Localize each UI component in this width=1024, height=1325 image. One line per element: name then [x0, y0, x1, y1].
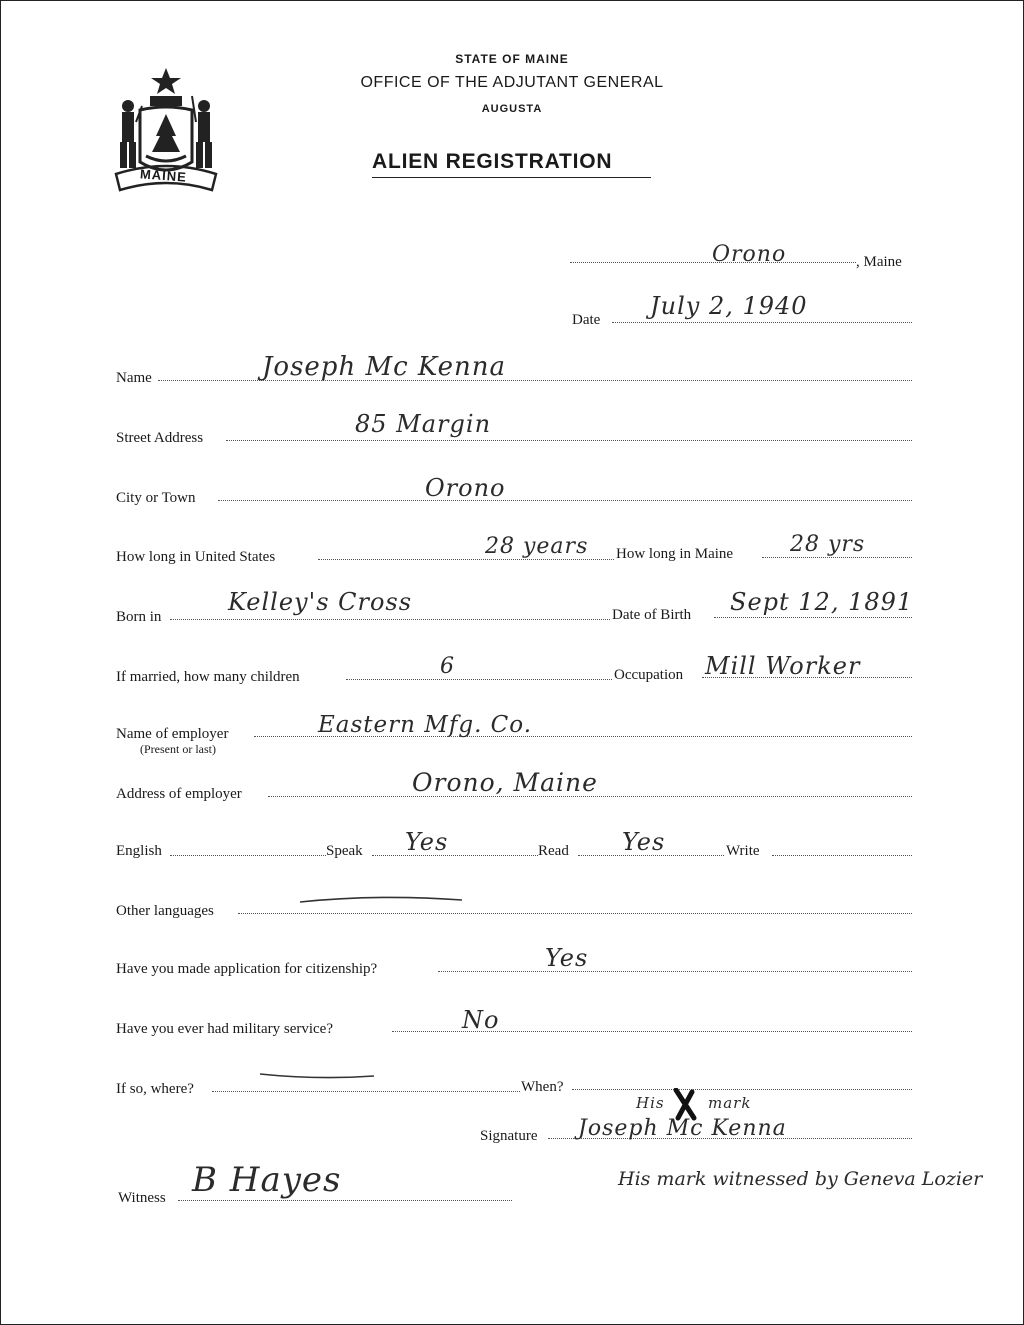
signature-label: Signature [480, 1128, 538, 1144]
born-in-label: Born in [116, 609, 162, 625]
when-line [572, 1089, 912, 1090]
employer-address-label: Address of employer [116, 786, 242, 802]
how-long-maine-label: How long in Maine [616, 546, 734, 562]
citizenship-value[interactable]: Yes [545, 944, 589, 972]
speak-line [372, 855, 538, 856]
children-line [346, 679, 612, 680]
speak-label: Speak [326, 843, 363, 859]
state-heading: STATE OF MAINE [455, 52, 569, 66]
his-text: His [636, 1094, 665, 1112]
town-value[interactable]: Orono [712, 242, 787, 267]
employer-address-value[interactable]: Orono, Maine [412, 768, 598, 797]
other-languages-dash [298, 888, 468, 908]
date-label: Date [572, 312, 601, 328]
signature-value[interactable]: Joseph Mc Kenna [578, 1116, 787, 1141]
born-in-line [170, 619, 610, 620]
where-dash [258, 1066, 378, 1084]
write-line [772, 855, 912, 856]
dob-label: Date of Birth [612, 607, 692, 623]
read-value[interactable]: Yes [622, 828, 666, 856]
seal-banner-text: MAINE [139, 166, 188, 185]
read-label: Read [538, 843, 569, 859]
other-languages-line [238, 913, 912, 914]
occupation-value[interactable]: Mill Worker [705, 652, 861, 680]
citizenship-label: Have you made application for citizenship? [116, 961, 378, 977]
city-heading: AUGUSTA [481, 103, 543, 115]
street-label: Street Address [116, 430, 204, 446]
mark-witnessed-note: His mark witnessed by Geneva Lozier [618, 1168, 983, 1190]
witness-line [178, 1200, 512, 1201]
title-underline [372, 177, 651, 178]
where-line [212, 1091, 520, 1092]
how-long-us-line [318, 559, 614, 560]
english-line [170, 855, 326, 856]
witness-label: Witness [118, 1190, 166, 1206]
street-line [226, 440, 912, 441]
speak-value[interactable]: Yes [405, 828, 449, 856]
street-value[interactable]: 85 Margin [355, 410, 492, 438]
born-in-value[interactable]: Kelley's Cross [228, 588, 413, 616]
form-title: ALIEN REGISTRATION [372, 150, 613, 173]
name-value[interactable]: Joseph Mc Kenna [262, 352, 507, 382]
city-line [218, 500, 912, 501]
other-languages-label: Other languages [116, 903, 214, 919]
mark-text: mark [708, 1094, 752, 1112]
children-value[interactable]: 6 [440, 654, 455, 679]
where-label: If so, where? [116, 1081, 194, 1097]
city-value[interactable]: Orono [425, 474, 506, 502]
town-suffix: , Maine [856, 254, 902, 270]
city-label: City or Town [116, 490, 196, 506]
how-long-us-value[interactable]: 28 years [485, 534, 589, 559]
date-value[interactable]: July 2, 1940 [650, 292, 808, 320]
dob-value[interactable]: Sept 12, 1891 [730, 588, 914, 616]
employer-sublabel: (Present or last) [140, 742, 216, 756]
how-long-maine-line [762, 557, 912, 558]
witness-value[interactable]: B Hayes [192, 1160, 342, 1200]
when-label: When? [521, 1079, 564, 1095]
office-heading: OFFICE OF THE ADJUTANT GENERAL [360, 74, 664, 91]
children-label: If married, how many children [116, 669, 300, 685]
dob-line [714, 617, 912, 618]
write-label: Write [726, 843, 760, 859]
military-label: Have you ever had military service? [116, 1021, 333, 1037]
employer-value[interactable]: Eastern Mfg. Co. [318, 712, 533, 738]
how-long-us-label: How long in United States [116, 549, 276, 565]
citizenship-line [438, 971, 912, 972]
occupation-label: Occupation [614, 667, 684, 683]
military-value[interactable]: No [462, 1006, 500, 1034]
employer-label: Name of employer [116, 726, 229, 742]
english-label: English [116, 843, 162, 859]
name-label: Name [116, 370, 152, 386]
date-line [612, 322, 912, 323]
how-long-maine-value[interactable]: 28 yrs [790, 532, 866, 557]
